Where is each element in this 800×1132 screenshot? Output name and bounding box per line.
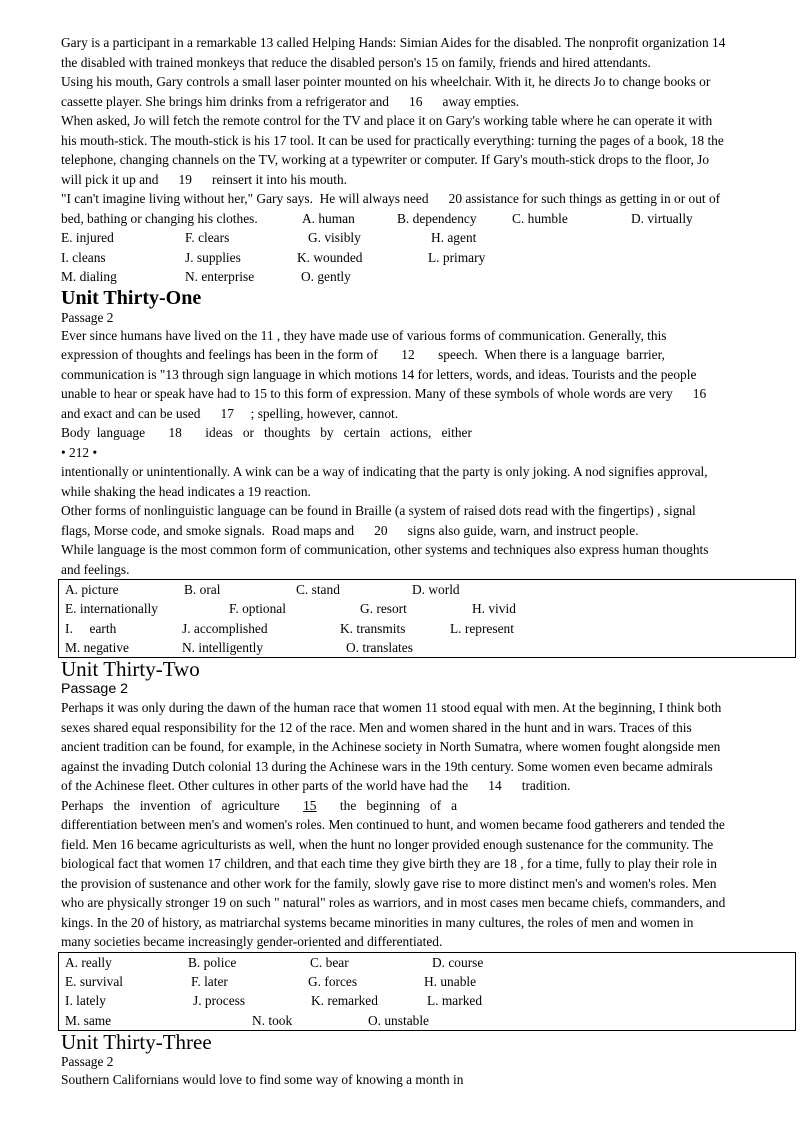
option-d: D. course — [432, 954, 484, 970]
text-line: against the invading Dutch colonial 13 during the Achinese wars in the 19th century. Some women even became admirals — [61, 758, 713, 774]
document-page — [61, 33, 757, 1089]
text-line: Ever since humans have lived on the 11 , they have made use of various forms of communication. Generally, this — [61, 327, 667, 343]
option-a: A. picture — [65, 582, 119, 597]
text-line: of the Achinese fleet. Other cultures in other parts of the world have had the 14 tradition. — [61, 778, 571, 794]
options-row — [62, 953, 795, 972]
option-f: F. optional — [229, 601, 286, 617]
option-l: L. marked — [427, 993, 483, 1009]
option-e: E. survival — [65, 973, 124, 989]
options-row — [61, 267, 757, 287]
text-line: Gary is a participant in a remarkable 13 called Helping Hands: Simian Aides for the disabled. The nonprofit organization 14 — [61, 35, 726, 50]
options-row — [62, 972, 795, 991]
text-line: "I can't imagine living without her," Gary says. He will always need 20 assistance for such things as getting in or out of — [61, 191, 721, 206]
unit-31 — [61, 287, 757, 659]
unit-title: Unit Thirty-Three — [61, 1029, 212, 1054]
option-o: O. unstable — [368, 1012, 429, 1028]
option-n: N. intelligently — [182, 639, 264, 655]
options-row — [62, 619, 795, 638]
text-line: Body language 18 ideas or thoughts by certain actions, either — [61, 425, 472, 440]
option-h: H. vivid — [472, 601, 516, 617]
option-e: E. injured — [61, 230, 114, 245]
text-line: will pick it up and 19 reinsert it into his mouth. — [61, 171, 348, 187]
option-n: N. enterprise — [185, 269, 255, 284]
option-a: A. human — [302, 210, 355, 226]
options-row — [61, 248, 757, 268]
option-a: A. really — [65, 954, 112, 970]
option-i: I. earth — [65, 620, 117, 636]
text-fragment: Perhaps the invention of agriculture — [61, 797, 304, 813]
text-line: flags, Morse code, and smoke signals. Road maps and 20 signs also guide, warn, and instruct people. — [61, 522, 639, 538]
text-line: and feelings. — [61, 561, 130, 577]
text-line: telephone, changing channels on the TV, working at a typewriter or computer. If Gary's mouth-stick drops to the floor, Jo — [61, 152, 710, 167]
text-line: Using his mouth, Gary controls a small laser pointer mounted on his wheelchair. With it, he directs Jo to change books or — [61, 74, 711, 89]
text-line: many societies became increasingly gender-oriented and differentiated. — [61, 934, 443, 950]
unit-title: Unit Thirty-Two — [61, 657, 200, 682]
option-c: C. bear — [310, 954, 349, 970]
unit-33 — [61, 1031, 757, 1090]
part1-passage — [61, 33, 757, 287]
text-line: while shaking the head indicates a 19 reaction. — [61, 483, 311, 499]
text-line: ancient tradition can be found, for example, in the Achinese society in North Sumatra, where women fought alongside men — [61, 739, 721, 755]
text-line: the provision of sustenance and other work for the family, slowly gave rise to more distinct men's and women's roles. Men — [61, 875, 717, 891]
option-k: K. wounded — [297, 249, 363, 265]
option-j: J. process — [193, 993, 246, 1009]
unit-title: Unit Thirty-One — [61, 286, 202, 309]
option-o: O. translates — [346, 639, 413, 655]
text-line: biological fact that women 17 children, and that each time they give birth they are 18 , for a time, fully to play their role in — [61, 856, 717, 872]
option-l: L. primary — [428, 249, 486, 265]
text-line: Other forms of nonlinguistic language can be found in Braille (a system of raised dots read with the fingertips) , signal — [61, 503, 696, 518]
text-line: Southern Californians would love to find some way of knowing a month in — [61, 1071, 464, 1087]
options-box — [58, 952, 796, 1031]
text-line: When asked, Jo will fetch the remote control for the TV and place it on Gary's working table where he can operate it with — [61, 113, 713, 128]
option-b: B. dependency — [397, 210, 477, 226]
text-line: While language is the most common form of communication, other systems and techniques also express human thoughts — [61, 542, 709, 557]
text-line: who are physically stronger 19 on such " natural" roles as warriors, and in most cases men became chiefs, commanders, and — [61, 895, 726, 911]
page-number: • 212 • — [61, 444, 98, 460]
option-h: H. unable — [424, 973, 477, 989]
option-k: K. remarked — [311, 993, 378, 1009]
text-line — [61, 796, 757, 816]
options-row — [62, 991, 795, 1010]
option-o: O. gently — [301, 269, 351, 284]
option-f: F. clears — [185, 230, 230, 245]
option-f: F. later — [191, 973, 228, 989]
passage-label: Passage 2 — [61, 681, 129, 698]
options-box — [58, 579, 796, 658]
text-line: unable to hear or speak have had to 15 to this form of expression. Many of these symbols of whole words are very 16 — [61, 386, 707, 401]
option-i: I. cleans — [61, 249, 106, 265]
text-line: kings. In the 20 of history, as matriarchal systems became minorities in many cultures, the roles of men and women in — [61, 914, 694, 930]
option-m: M. negative — [65, 639, 129, 655]
text-line: field. Men 16 became agriculturists as well, when the hunt no longer provided enough sustenance for the community. The — [61, 836, 714, 852]
option-d: D. virtually — [631, 210, 693, 226]
option-i: I. lately — [65, 993, 106, 1009]
option-m: M. same — [65, 1012, 112, 1028]
text-line: expression of thoughts and feelings has been in the form of 12 speech. When there is a language barrier, — [61, 347, 665, 362]
part1-last-line — [61, 209, 757, 229]
text-line: communication is "13 through sign language in which motions 14 for letters, words, and ideas. Tourists and the people — [61, 366, 697, 382]
unit-32 — [61, 658, 757, 1031]
options-row — [62, 1011, 795, 1030]
underlined-blank: 15 — [303, 797, 317, 813]
option-h: H. agent — [431, 230, 477, 245]
option-l: L. represent — [450, 620, 514, 636]
text-line: intentionally or unintentionally. A wink can be a way of indicating that the party is only joking. A nod signifies approval, — [61, 464, 708, 479]
option-j: J. accomplished — [182, 620, 268, 636]
option-d: D. world — [412, 582, 460, 597]
text-line: sexes shared equal responsibility for the 12 of the race. Men and women shared in the hunt and in wars. Traces of this — [61, 719, 692, 735]
text-line: Perhaps it was only during the dawn of the human race that women 11 stood equal with men. At the beginning, I think both — [61, 700, 722, 716]
text-line: and exact and can be used 17 ; spelling, however, cannot. — [61, 405, 399, 421]
option-g: G. forces — [308, 973, 358, 989]
text-line: bed, bathing or changing his clothes. — [61, 210, 258, 226]
option-j: J. supplies — [185, 249, 241, 265]
option-g: G. visibly — [308, 230, 361, 245]
option-e: E. internationally — [65, 601, 158, 617]
option-g: G. resort — [360, 601, 407, 617]
text-line: his mouth-stick. The mouth-stick is his 17 tool. It can be used for practically everything: turning the pages of a book, 18 the — [61, 132, 724, 148]
option-c: C. stand — [296, 582, 340, 597]
options-row — [62, 580, 795, 599]
options-row — [61, 228, 757, 248]
options-row — [62, 599, 795, 618]
option-m: M. dialing — [61, 269, 117, 284]
text-fragment: the beginning of a — [316, 797, 458, 813]
text-line: differentiation between men's and women's roles. Men continued to hunt, and women became food gatherers and tended the — [61, 817, 725, 833]
text-line: cassette player. She brings him drinks from a refrigerator and 16 away empties. — [61, 93, 520, 109]
text-line: the disabled with trained monkeys that reduce the disabled person's 15 on family, friends and hired attendants. — [61, 54, 651, 70]
option-b: B. oral — [184, 582, 221, 597]
options-row — [62, 638, 795, 657]
option-k: K. transmits — [340, 620, 406, 636]
passage-label: Passage 2 — [61, 1053, 114, 1069]
passage-label: Passage 2 — [61, 309, 114, 325]
option-b: B. police — [188, 954, 237, 970]
option-c: C. humble — [512, 210, 568, 226]
option-n: N. took — [252, 1012, 293, 1028]
